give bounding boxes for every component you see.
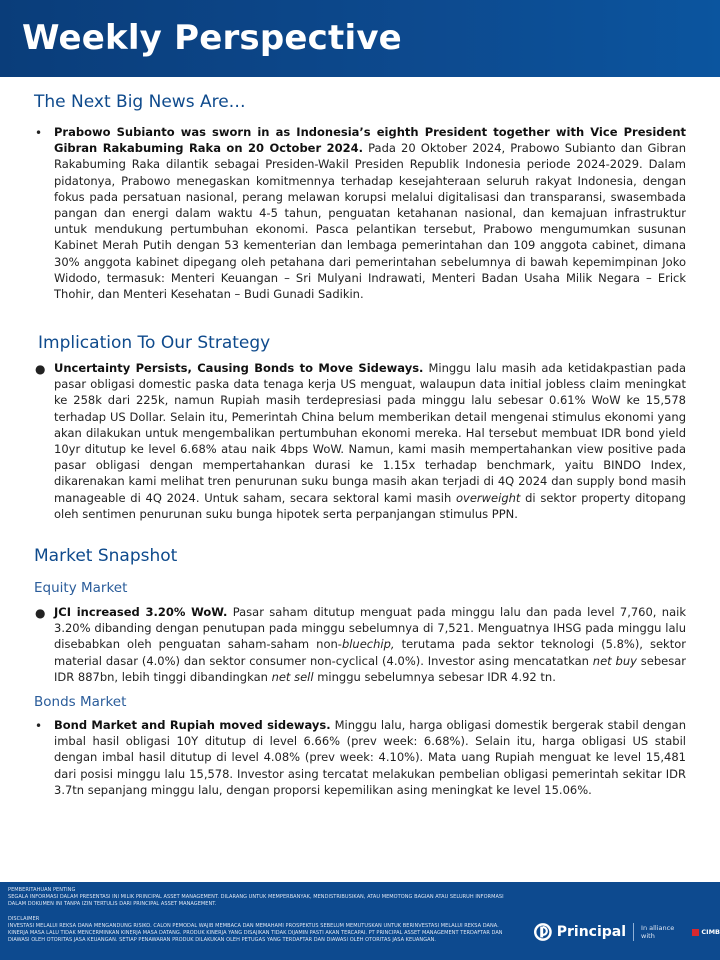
bonds-heading: Bonds Market	[34, 694, 127, 710]
strategy-item-body: Minggu lalu masih ada ketidakpastian pada pasar obligasi domestic paska data tenaga kerja US menguat, walaupun data initial jobless claim meningkat ke 258k dari 225k, namun Rupiah masih terdepresiasi pada minggu lalu sebesar 0.61% WoW ke 15,578 terhadap US Dollar. Selain itu, Pemerintah China belum memberikan detail mengenai stimulus ekonomi yang akan dilakukan untuk mengembalikan pertumbuhan ekonomi mereka. Hal tersebut membuat IDR bond yield 10yr ditutup ke level 6.68% atau naik 4bps WoW. Namun, kami masih mempertahankan view positive pada pasar obligasi dengan mempertahankan durasi ke 1.15x terhadap benchmark, yaitu BINDO Index, dikarenakan kami melihat tren penurunan suku bunga masih akan terjadi di 4Q 2024 dan supply bond masih manageable di 4Q 2024. Untuk saham, secara sektoral kami masih	[54, 361, 686, 505]
alliance-text: In alliance with	[641, 924, 675, 940]
notice-text: SEGALA INFORMASI DALAM PRESENTASI INI MILIK PRINCIPAL ASSET MANAGEMENT. DILARANG UNTUK MEMPERBANYAK, MENDISTRIBUSIKAN, ATAU MEMOTONG BAGIAN ATAU SELURUH INFORMASI DALAM DOKUMEN INI TANPA IZIN TERTULIS DARI PRINCIPAL ASSET MANAGEMENT.	[8, 894, 504, 907]
bullet-marker: ●	[35, 606, 46, 620]
bullet-marker: ●	[35, 362, 46, 376]
strategy-item-lead: Uncertainty Persists, Causing Bonds to Move Sideways.	[54, 361, 424, 375]
market-heading: Market Snapshot	[34, 546, 178, 566]
notice-block	[8, 887, 518, 908]
cimb-logo-icon	[692, 929, 699, 936]
bonds-item	[54, 717, 686, 798]
disclaimer-block	[8, 916, 518, 944]
disclaimer-title: DISCLAIMER	[8, 916, 40, 922]
news-item-lead: Prabowo Subianto was sworn in as Indonesia’s eighth President together with Vice President Gibran Rakabuming Raka on 20 October 2024.	[54, 125, 686, 156]
equity-item-body: terutama pada sektor teknologi (5.8%), sektor material dasar (4.0%) dan sektor consumer non-cyclical (4.0%). Investor asing mencatatkan	[54, 637, 686, 668]
page-title: Weekly Perspective	[22, 18, 402, 58]
equity-item-emphasis: net sell	[271, 669, 314, 684]
equity-heading: Equity Market	[34, 580, 128, 596]
news-item-body: Pada 20 Oktober 2024, Prabowo Subianto dan Gibran Rakabuming Raka dilantik sebagai Presiden-Wakil Presiden Republik Indonesia periode 2024-2029. Dalam pidatonya, Prabowo menegaskan komitmennya terhadap kesejahteraan seluruh rakyat Indonesia, dengan fokus pada persatuan nasional, perang melawan korupsi melalui digitalisasi dan transparansi, swasembada pangan dan energi dalam waktu 4-5 tahun, penguatan ketahanan nasional, dan kemajuan infrastruktur untuk mendukung pertumbuhan ekonomi. Pasca pelantikan tersebut, Prabowo mengumumkan susunan Kabinet Merah Putih dengan 53 kementerian dan lembaga pemerintahan dan 109 anggota cabinet, dimana 30% anggota kabinet dipegang oleh petahana dari pemerintahan sebelumnya di bawah kepemimpinan Joko Widodo, termasuk: Menteri Keuangan – Sri Mulyani Indrawati, Menteri Badan Usaha Milik Negara – Erick Thohir, dan Menteri Kesehatan – Budi Gunadi Sadikin.	[54, 141, 686, 302]
equity-item	[54, 604, 686, 685]
news-heading: The Next Big News Are…	[34, 92, 246, 112]
equity-item-emphasis: net buy	[592, 653, 637, 668]
equity-item-body: Pasar saham ditutup menguat pada minggu lalu dan pada level 7,760, naik 3.20% dibanding dengan penutupan pada minggu sebelumnya di 7,521. Menguatnya IHSG pada minggu lalu disebabkan oleh penguatan saham-saham non-	[54, 605, 686, 652]
strategy-item	[54, 360, 686, 522]
brand-logos	[533, 922, 720, 942]
bonds-item-lead: Bond Market and Rupiah moved sideways.	[54, 718, 331, 732]
principal-logo-icon	[533, 922, 553, 942]
bonds-item-body: Minggu lalu, harga obligasi domestik bergerak stabil dengan imbal hasil obligasi 10Y ditutup di level 6.66% (prev week: 6.68%). Selain itu, harga obligasi US stabil dengan imbal hasil ditutup di level 4.08% (prev week: 4.10%). Mata uang Rupiah menguat ke level 15,481 dari posisi minggu lalu 15,578. Investor asing tercatat melakukan pembelian obligasi pemerintah sekitar IDR 3.7tn sepanjang minggu lalu, dengan proporsi kepemilikan asing meningkat ke level 15.06%.	[54, 718, 686, 797]
notice-title: PEMBERITAHUAN PENTING	[8, 887, 76, 893]
news-item	[54, 124, 686, 302]
principal-logo-text: Principal	[556, 924, 627, 940]
equity-item-emphasis: bluechip,	[341, 637, 395, 652]
cimb-logo-text: CIMB	[701, 928, 720, 936]
bullet-marker: •	[35, 719, 43, 733]
equity-item-body: sebesar IDR 887bn, lebih tinggi dibandingkan	[54, 653, 686, 684]
equity-item-lead: JCI increased 3.20% WoW.	[54, 605, 228, 619]
disclaimer-text: INVESTASI MELALUI REKSA DANA MENGANDUNG RISIKO. CALON PEMODAL WAJIB MEMBACA DAN MEMAHAMI PROSPEKTUS SEBELUM MEMUTUSKAN UNTUK BERINVESTASI MELALUI REKSA DANA. KINERJA MASA LALU TIDAK MENCERMINKAN KINERJA MASA DATANG. PRODUK KINERJA YANG DISAJIKAN TIDAK DIJAMIN PASTI AKAN TERCAPAI. PT PRINCIPAL ASSET MANAGEMENT TERDAFTAR DAN DIAWASI OLEH OTORITAS JASA KEUANGAN. SETIAP PENAWARAN PRODUK DILAKUKAN OLEH PETUGAS YANG TERDAFTAR DAN DIAWASI OLEH OTORITAS JASA KEUANGAN.	[8, 923, 503, 943]
strategy-item-body-end: di sektor property ditopang oleh sentimen penurunan suku bunga hipotek serta perpanjangan stimulus PPN.	[54, 490, 686, 521]
equity-item-body-end: minggu sebelumnya sebesar IDR 4.92 tn.	[313, 669, 556, 684]
bullet-marker: •	[35, 126, 43, 140]
logo-divider	[633, 923, 634, 941]
page-header	[0, 0, 720, 77]
strategy-heading: Implication To Our Strategy	[38, 333, 271, 353]
strategy-item-emphasis: overweight	[456, 490, 521, 505]
